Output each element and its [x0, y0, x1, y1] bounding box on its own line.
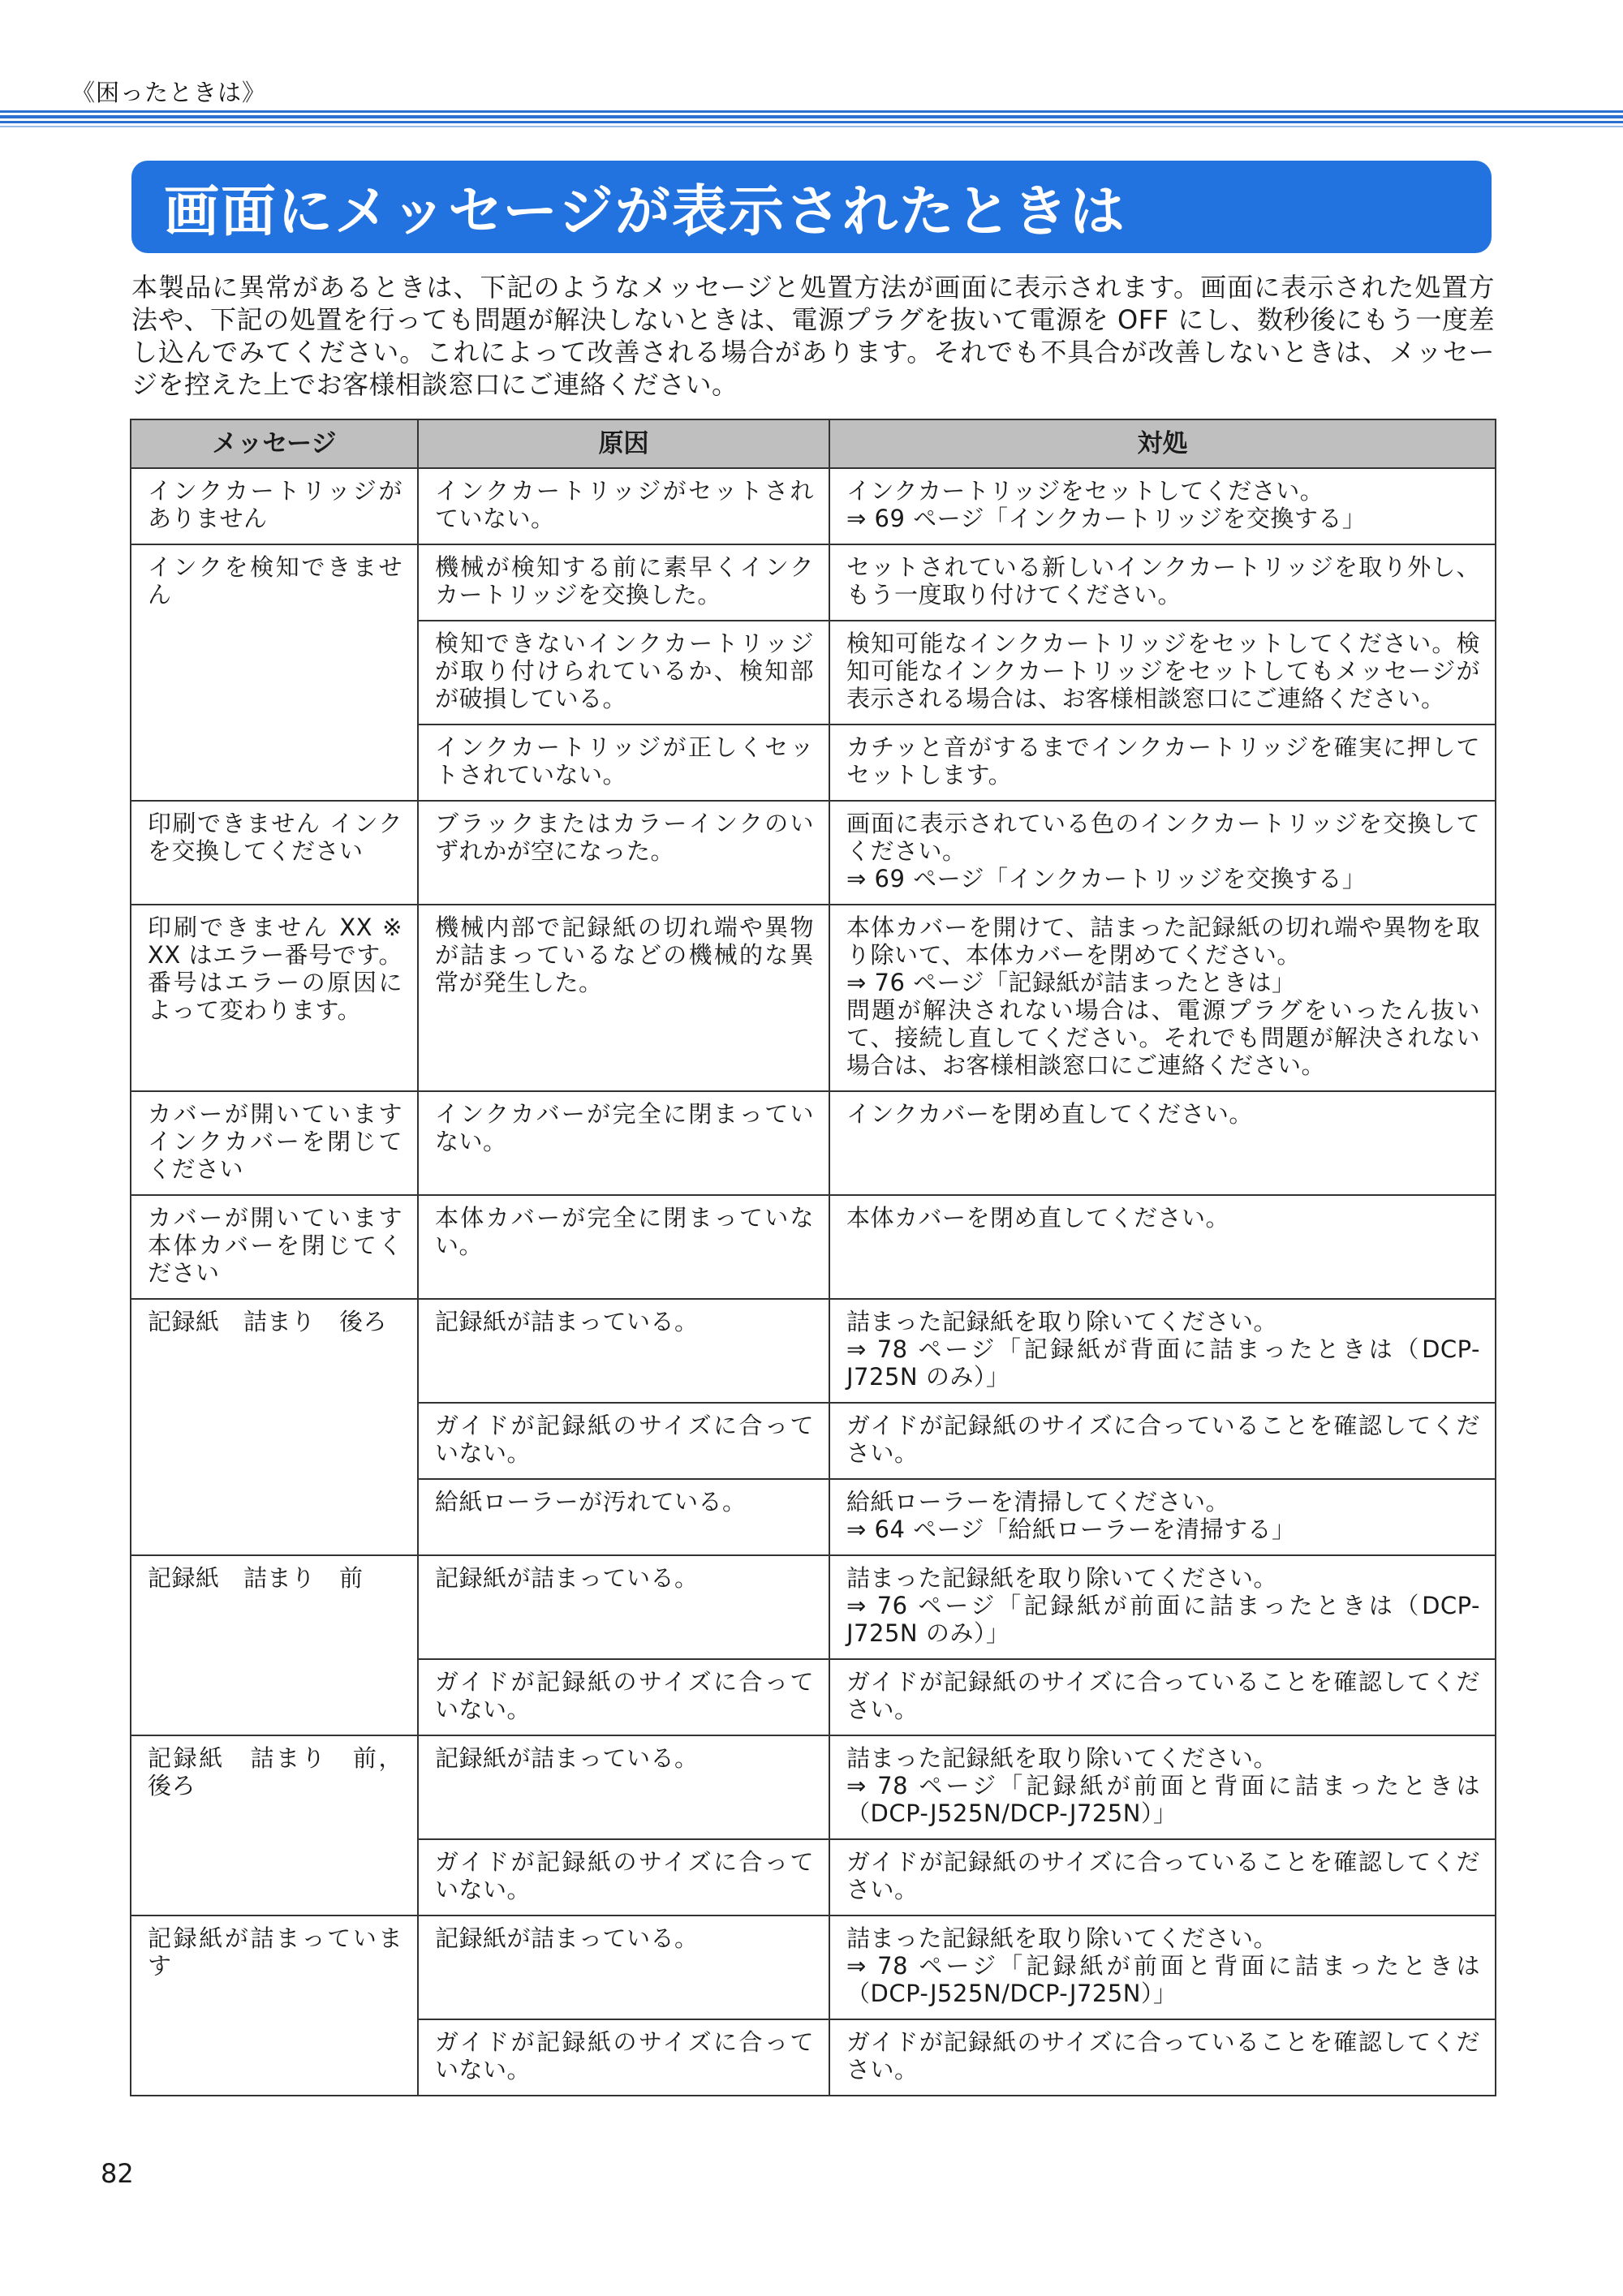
table-row: [131, 1915, 1496, 2019]
message-cell: 印刷できません インクを交換してください: [131, 801, 418, 905]
intro-paragraph: 本製品に異常があるときは、下記のようなメッセージと処置方法が画面に表示されます。画面に表示された処置方法や、下記の処置を行っても問題が解決しないときは、電源プラグを抜いて電源を OFF にし、数秒後にもう一度差し込んでみてください。これによって改善される場合があります。それでも不具合が改善しないときは、メッセージを控えた上でお客様相談窓口にご連絡ください。: [131, 272, 1495, 400]
table-header-row: [131, 419, 1496, 468]
cause-cell: インクカバーが完全に閉まっていない。: [418, 1091, 829, 1195]
page-number: 82: [101, 2158, 134, 2189]
remedy-line: セットされている新しいインクカートリッジを取り外し、もう一度取り付けてください。: [846, 553, 1480, 608]
cause-cell: 本体カバーが完全に閉まっていない。: [418, 1195, 829, 1299]
cause-cell: 機械が検知する前に素早くインクカートリッジを交換した。: [418, 544, 829, 621]
remedy-line: 詰まった記録紙を取り除いてください。: [846, 1924, 1278, 1952]
title-banner: [131, 161, 1492, 253]
remedy-cell: [829, 801, 1496, 905]
table-row: [131, 1735, 1496, 1839]
table-row: [131, 1555, 1496, 1659]
table-row: [131, 1091, 1496, 1195]
remedy-cell: [829, 1839, 1496, 1915]
remedy-line: ガイドが記録紙のサイズに合っていることを確認してください。: [846, 1412, 1480, 1467]
cause-cell: ガイドが記録紙のサイズに合っていない。: [418, 1839, 829, 1915]
cause-cell: 記録紙が詰まっている。: [418, 1915, 829, 2019]
cause-cell: 記録紙が詰まっている。: [418, 1299, 829, 1403]
remedy-line: 本体カバーを開けて、詰まった記録紙の切れ端や異物を取り除いて、本体カバーを閉めてください。: [846, 914, 1480, 969]
remedy-cell: [829, 1915, 1496, 2019]
table-row: [131, 468, 1496, 544]
section-label: 《困ったときは》: [71, 79, 267, 106]
page-title: 画面にメッセージが表示されたときは: [164, 179, 1126, 244]
table-row: [131, 905, 1496, 1091]
remedy-line: ガイドが記録紙のサイズに合っていることを確認してください。: [846, 2028, 1480, 2083]
cause-cell: ブラックまたはカラーインクのいずれかが空になった。: [418, 801, 829, 905]
table-row: [131, 1195, 1496, 1299]
message-cell: 記録紙 詰まり 後ろ: [131, 1299, 418, 1555]
cause-cell: 記録紙が詰まっている。: [418, 1735, 829, 1839]
remedy-line: ガイドが記録紙のサイズに合っていることを確認してください。: [846, 1668, 1480, 1723]
remedy-line: ⇒ 78 ページ「記録紙が前面と背面に詰まったときは（DCP-J525N/DCP-J725N）」: [846, 1952, 1480, 2007]
message-table: [130, 419, 1496, 2096]
table-row: [131, 801, 1496, 905]
cause-cell: 記録紙が詰まっている。: [418, 1555, 829, 1659]
remedy-line: インクカバーを閉め直してください。: [846, 1100, 1253, 1128]
header-rule: [0, 110, 1623, 135]
cause-cell: インクカートリッジが正しくセットされていない。: [418, 724, 829, 801]
remedy-line: ⇒ 69 ページ「インクカートリッジを交換する」: [846, 505, 1367, 532]
remedy-line: 検知可能なインクカートリッジをセットしてください。検知可能なインクカートリッジをセットしてもメッセージが表示される場合は、お客様相談窓口にご連絡ください。: [846, 630, 1480, 712]
column-header-cause: 原因: [418, 419, 829, 468]
message-cell: 記録紙 詰まり 前: [131, 1555, 418, 1735]
remedy-line: ⇒ 76 ページ「記録紙が詰まったときは」: [846, 969, 1296, 996]
remedy-cell: [829, 468, 1496, 544]
remedy-line: 詰まった記録紙を取り除いてください。: [846, 1564, 1278, 1592]
remedy-cell: [829, 1091, 1496, 1195]
remedy-cell: [829, 1403, 1496, 1479]
remedy-cell: [829, 1555, 1496, 1659]
remedy-line: 詰まった記録紙を取り除いてください。: [846, 1744, 1278, 1772]
cause-cell: ガイドが記録紙のサイズに合っていない。: [418, 1659, 829, 1735]
message-cell: 記録紙が詰まっています: [131, 1915, 418, 2096]
cause-cell: 検知できないインクカートリッジが取り付けられているか、検知部が破損している。: [418, 621, 829, 724]
remedy-cell: [829, 1479, 1496, 1555]
cause-cell: 給紙ローラーが汚れている。: [418, 1479, 829, 1555]
message-cell: カバーが開いています インクカバーを閉じてください: [131, 1091, 418, 1195]
remedy-line: 詰まった記録紙を取り除いてください。: [846, 1308, 1278, 1335]
column-header-message: メッセージ: [131, 419, 418, 468]
remedy-cell: [829, 621, 1496, 724]
remedy-line: 画面に表示されている色のインクカートリッジを交換してください。: [846, 810, 1480, 865]
remedy-cell: [829, 1659, 1496, 1735]
remedy-line: ⇒ 64 ページ「給紙ローラーを清掃する」: [846, 1516, 1296, 1543]
message-cell: インクを検知できません: [131, 544, 418, 801]
cause-cell: 機械内部で記録紙の切れ端や異物が詰まっているなどの機械的な異常が発生した。: [418, 905, 829, 1091]
message-cell: インクカートリッジがありません: [131, 468, 418, 544]
table-row: [131, 1299, 1496, 1403]
remedy-line: インクカートリッジをセットしてください。: [846, 477, 1324, 505]
remedy-line: ⇒ 69 ページ「インクカートリッジを交換する」: [846, 865, 1367, 892]
remedy-line: 本体カバーを閉め直してください。: [846, 1204, 1230, 1232]
remedy-cell: [829, 724, 1496, 801]
remedy-line: ⇒ 76 ページ「記録紙が前面に詰まったときは（DCP-J725N のみ）」: [846, 1592, 1480, 1647]
cause-cell: ガイドが記録紙のサイズに合っていない。: [418, 2019, 829, 2096]
cause-cell: ガイドが記録紙のサイズに合っていない。: [418, 1403, 829, 1479]
cause-cell: インクカートリッジがセットされていない。: [418, 468, 829, 544]
remedy-cell: [829, 1299, 1496, 1403]
remedy-line: 問題が解決されない場合は、電源プラグをいったん抜いて、接続し直してください。それでも問題が解決されない場合は、お客様相談窓口にご連絡ください。: [846, 996, 1480, 1079]
remedy-line: ⇒ 78 ページ「記録紙が前面と背面に詰まったときは（DCP-J525N/DCP-J725N）」: [846, 1772, 1480, 1827]
message-cell: 印刷できません XX ※ XX はエラー番号です。番号はエラーの原因によって変わります。: [131, 905, 418, 1091]
remedy-cell: [829, 544, 1496, 621]
remedy-cell: [829, 1195, 1496, 1299]
remedy-line: ガイドが記録紙のサイズに合っていることを確認してください。: [846, 1848, 1480, 1903]
message-cell: 記録紙 詰まり 前，後ろ: [131, 1735, 418, 1915]
table-body: [131, 468, 1496, 2096]
remedy-line: カチッと音がするまでインクカートリッジを確実に押してセットします。: [846, 733, 1480, 789]
message-cell: カバーが開いています 本体カバーを閉じてください: [131, 1195, 418, 1299]
table-row: [131, 544, 1496, 621]
remedy-cell: [829, 905, 1496, 1091]
remedy-line: ⇒ 78 ページ「記録紙が背面に詰まったときは（DCP-J725N のみ）」: [846, 1335, 1480, 1391]
column-header-remedy: 対処: [829, 419, 1496, 468]
remedy-cell: [829, 2019, 1496, 2096]
remedy-line: 給紙ローラーを清掃してください。: [846, 1488, 1230, 1516]
remedy-cell: [829, 1735, 1496, 1839]
